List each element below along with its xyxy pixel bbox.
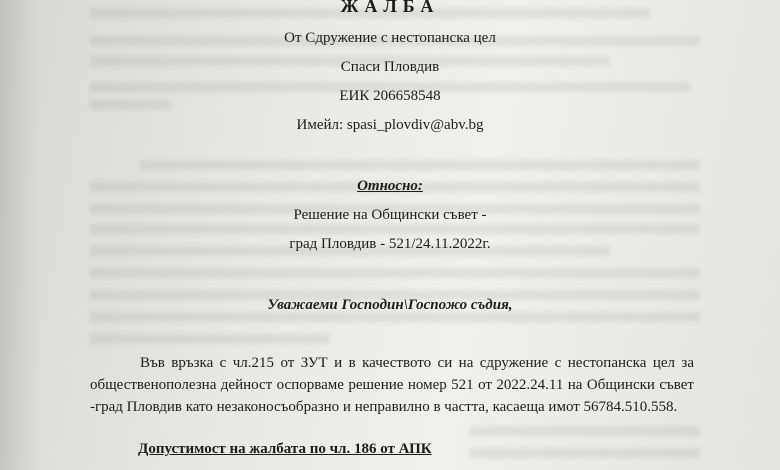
bleed-through-14 — [90, 334, 330, 344]
bleed-through-11 — [90, 268, 700, 278]
eik-number: ЕИК 206658548 — [339, 88, 441, 104]
document-title: ЖАЛБА — [340, 0, 440, 16]
from-line: От Сдружение с нестопанска цел — [284, 30, 496, 46]
body-paragraph — [90, 352, 694, 418]
bleed-through-15 — [470, 426, 700, 436]
bleed-through-9 — [90, 224, 700, 234]
salutation: Уважаеми Господин\Госпожо съдия, — [267, 297, 513, 313]
decision-line-2: град Пловдив - 521/24.11.2022г. — [289, 236, 491, 252]
section-heading: Допустимост на жалбата по чл. 186 от АПК — [138, 441, 432, 457]
decision-line-1: Решение на Общински съвет - — [293, 207, 487, 223]
organization-name: Спаси Пловдив — [340, 59, 440, 75]
email-line: Имейл: spasi_plovdiv@abv.bg — [296, 117, 484, 133]
bleed-through-16 — [470, 448, 700, 458]
bleed-through-6 — [140, 160, 700, 170]
body-paragraph-text: Във връзка с чл.215 от ЗУТ и в качеството си на сдружение с нестопанска цел за общественополезна дейност оспорваме решение номер 521 от 2022.24.11 на Общински съвет -град Пловдив като незаконосъобразно и неправилно в частта, касаеща имот 56784.510.558. — [90, 355, 694, 415]
regarding-label: Относно: — [357, 178, 423, 194]
